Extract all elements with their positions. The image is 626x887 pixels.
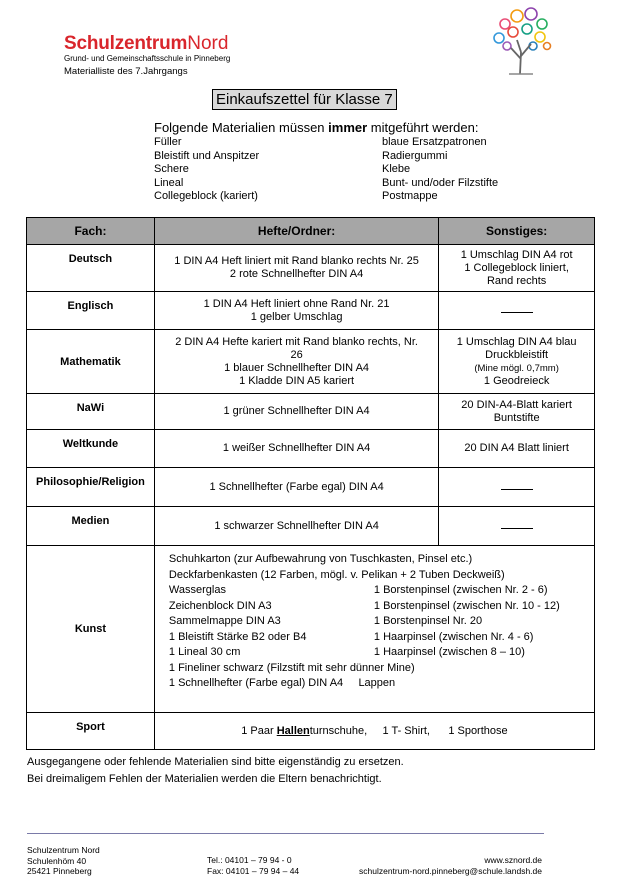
- materials-right-list: [382, 136, 498, 204]
- list-item: Deckfarbenkasten (12 Farben, mögl. v. Pelikan + 2 Tuben Deckweiß): [168, 568, 505, 581]
- logo-light: Nord: [187, 33, 229, 54]
- list-item: 1 Schnellhefter (Farbe egal) DIN A4 Lappen: [168, 677, 396, 689]
- sonstiges-cell: [439, 507, 595, 546]
- table-row-kunst: [27, 546, 595, 713]
- list-item: blaue Ersatzpatronen: [382, 136, 487, 148]
- materials-left-list: [154, 136, 259, 204]
- table-row: [27, 394, 595, 430]
- list-item: Wasserglas 1 Borstenpinsel (zwischen Nr. 2 - 6): [168, 584, 548, 596]
- empty-dash: [501, 304, 533, 313]
- tree-logo-icon: [487, 4, 555, 80]
- header-fach: Fach:: [27, 218, 155, 245]
- table-header-row: [27, 218, 595, 245]
- fach-cell: Kunst: [27, 546, 155, 713]
- hefte-cell: 1 Schnellhefter (Farbe egal) DIN A4: [154, 468, 438, 507]
- sonstiges-cell: 20 DIN A4 Blatt liniert: [439, 430, 595, 468]
- footer-address: Schulzentrum Nord Schulenhöm 40 25421 Pinneberg: [27, 845, 100, 876]
- fach-cell: Philosophie/Religion: [27, 468, 155, 507]
- fach-cell: Medien: [27, 507, 155, 546]
- kunst-list: [154, 546, 594, 713]
- list-item: Füller: [154, 136, 182, 148]
- table-row: [27, 468, 595, 507]
- empty-dash: [501, 520, 533, 529]
- fach-cell: Deutsch: [27, 245, 155, 292]
- website-link[interactable]: www.sznord.de: [484, 855, 542, 865]
- list-item: Zeichenblock DIN A3 1 Borstenpinsel (zwischen Nr. 10 - 12): [168, 599, 560, 612]
- note-line: Ausgegangene oder fehlende Materialien sind bitte eigenständig zu ersetzen.: [27, 756, 404, 768]
- list-item: Sammelmappe DIN A3 1 Borstenpinsel Nr. 20: [168, 615, 483, 627]
- list-item: Collegeblock (kariert): [154, 190, 258, 202]
- hefte-cell: 1 weißer Schnellhefter DIN A4: [154, 430, 438, 468]
- sonstiges-cell: 1 Umschlag DIN A4 rot 1 Collegeblock liniert, Rand rechts: [439, 245, 595, 292]
- list-item: Bunt- und/oder Filzstifte: [382, 176, 499, 189]
- email-link[interactable]: schulzentrum-nord.pinneberg@schule.landsh.de: [359, 865, 542, 876]
- list-item: Bleistift und Anspitzer: [154, 149, 260, 162]
- hefte-cell: 1 DIN A4 Heft liniert mit Rand blanko rechts Nr. 25 2 rote Schnellhefter DIN A4: [154, 245, 438, 292]
- header-sonstiges: Sonstiges:: [439, 218, 595, 245]
- table-row: [27, 430, 595, 468]
- list-item: Schuhkarton (zur Aufbewahrung von Tuschkasten, Pinsel etc.): [168, 553, 473, 565]
- list-item: Postmappe: [382, 190, 438, 202]
- document-subtitle: Materialliste des 7.Jahrgangs: [64, 66, 188, 77]
- list-item: Klebe: [382, 163, 411, 175]
- list-item: 1 Bleistift Stärke B2 oder B4 1 Haarpinsel (zwischen Nr. 4 - 6): [168, 630, 534, 643]
- fach-cell: NaWi: [27, 394, 155, 430]
- logo-bold: Schulzentrum: [64, 33, 188, 54]
- table-row: [27, 330, 595, 394]
- school-logo-text: [64, 33, 228, 55]
- table-row-sport: [27, 713, 595, 750]
- fach-cell: Weltkunde: [27, 430, 155, 468]
- table-row: [27, 507, 595, 546]
- hefte-cell: 1 grüner Schnellhefter DIN A4: [154, 394, 438, 430]
- materials-table: [26, 217, 595, 750]
- table-row: [27, 245, 595, 292]
- footer-divider: [27, 833, 544, 834]
- empty-dash: [501, 481, 533, 490]
- hefte-cell: 1 schwarzer Schnellhefter DIN A4: [154, 507, 438, 546]
- materials-intro: Folgende Materialien müssen immer mitgeführt werden:: [154, 120, 479, 135]
- fach-cell: Englisch: [27, 292, 155, 330]
- logo-subtitle: Grund- und Gemeinschaftsschule in Pinneberg: [64, 54, 231, 63]
- table-row: [27, 292, 595, 330]
- hefte-cell: 1 DIN A4 Heft liniert ohne Rand Nr. 21 1 gelber Umschlag: [154, 292, 438, 330]
- list-item: Radiergummi: [382, 149, 448, 162]
- sport-items: 1 Paar Hallenturnschuhe, 1 T- Shirt, 1 Sporthose: [154, 713, 594, 750]
- footer-phone: Tel.: 04101 – 79 94 - 0 Fax: 04101 – 79 94 – 44: [207, 855, 300, 876]
- note-line: Bei dreimaligem Fehlen der Materialien werden die Eltern benachrichtigt.: [27, 773, 382, 785]
- list-item: 1 Fineliner schwarz (Filzstift mit sehr dünner Mine): [168, 661, 415, 674]
- page-title: Einkaufszettel für Klasse 7: [212, 89, 397, 110]
- sonstiges-cell: [439, 292, 595, 330]
- list-item: 1 Lineal 30 cm 1 Haarpinsel (zwischen 8 – 10): [168, 646, 525, 658]
- header-hefte: Hefte/Ordner:: [154, 218, 438, 245]
- fach-cell: Mathematik: [27, 330, 155, 394]
- list-item: Schere: [154, 163, 189, 175]
- sonstiges-cell: [439, 468, 595, 507]
- sonstiges-cell: 20 DIN-A4-Blatt kariert Buntstifte: [439, 394, 595, 430]
- fach-cell: Sport: [27, 713, 155, 750]
- list-item: Lineal: [154, 176, 184, 189]
- sonstiges-cell: 1 Umschlag DIN A4 blau Druckbleistift (Mine mögl. 0,7mm) 1 Geodreieck: [439, 330, 595, 394]
- notes: [27, 754, 404, 788]
- footer-contact: [359, 855, 542, 876]
- hefte-cell: 2 DIN A4 Hefte kariert mit Rand blanko rechts, Nr. 26 1 blauer Schnellhefter DIN A4 1 Kladde DIN A5 kariert: [154, 330, 438, 394]
